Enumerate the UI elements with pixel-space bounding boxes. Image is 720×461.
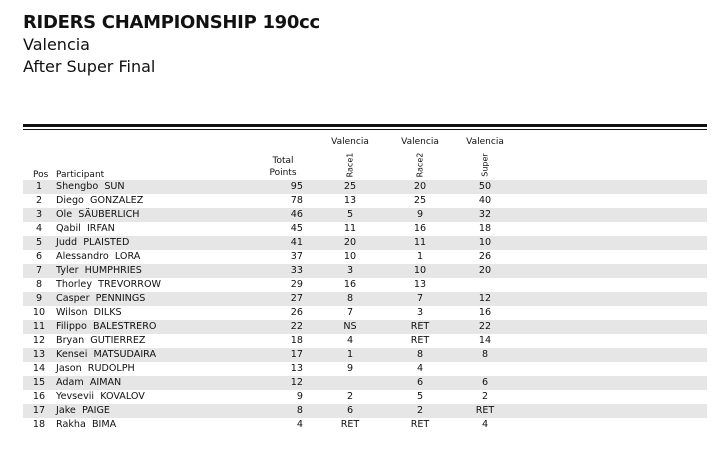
table-row (23, 404, 707, 418)
table-row (23, 278, 707, 292)
rank-cell: 3 (35, 209, 43, 220)
last-name: PENNINGS (95, 293, 146, 304)
super-points-cell: RET (475, 405, 495, 416)
total-points-cell: 17 (290, 349, 303, 360)
pos-column-header: Pos (33, 170, 49, 180)
first-name: Diego (56, 195, 84, 206)
last-name: DILKS (93, 307, 122, 318)
total-points-cell: 78 (290, 195, 303, 206)
total-points-cell: 37 (290, 251, 303, 262)
race1-points-cell: 11 (343, 223, 357, 234)
rank-cell: 13 (32, 349, 46, 360)
first-name: Judd (56, 237, 78, 248)
first-name: Thorley (56, 279, 92, 290)
race1-points-cell: 16 (343, 279, 357, 290)
first-name: Jason (56, 363, 82, 374)
first-name: Rakha (56, 419, 86, 430)
rank-cell: 2 (35, 195, 43, 206)
results-stage: After Super Final (23, 57, 156, 76)
race-header-1 (344, 150, 356, 180)
table-row (23, 306, 707, 320)
table-row (23, 348, 707, 362)
event-name: Valencia (23, 35, 90, 54)
super-points-cell: 6 (481, 377, 489, 388)
total-points-cell: 8 (296, 405, 303, 416)
participant-name-cell (56, 208, 139, 222)
race2-points-cell: 11 (413, 237, 427, 248)
super-points-cell: 18 (478, 223, 492, 234)
rank-cell: 15 (32, 377, 46, 388)
race-header-3 (479, 150, 491, 180)
race2-points-cell: 7 (416, 293, 424, 304)
super-points-cell: 50 (478, 181, 492, 192)
participant-name-cell (56, 194, 143, 208)
race1-points-cell: 2 (346, 391, 354, 402)
last-name: BALESTRERO (92, 321, 157, 332)
super-points-cell: 14 (478, 335, 492, 346)
first-name: Bryan (56, 335, 85, 346)
table-row (23, 418, 707, 432)
last-name: HUMPHRIES (84, 265, 142, 276)
race2-points-cell: RET (410, 321, 430, 332)
total-points-cell: 33 (290, 265, 303, 276)
last-name: GUTIERREZ (90, 335, 146, 346)
race1-points-cell: 5 (346, 209, 354, 220)
last-name: IRFAN (86, 223, 115, 234)
race1-points-cell: RET (340, 419, 360, 430)
race2-points-cell: 4 (416, 363, 424, 374)
first-name: Alessandro (56, 251, 109, 262)
event-header-1: Valencia (331, 137, 369, 147)
participant-name-cell (56, 348, 156, 362)
total-points-cell: 26 (290, 307, 303, 318)
last-name: SÄUBERLICH (78, 209, 140, 220)
race2-points-cell: 1 (416, 251, 424, 262)
participant-name-cell (56, 390, 145, 404)
table-row (23, 208, 707, 222)
rank-cell: 5 (35, 237, 43, 248)
race2-points-cell: RET (410, 335, 430, 346)
race1-points-cell: 25 (343, 181, 357, 192)
race-header-label: Race1 (345, 152, 355, 178)
super-points-cell: 20 (478, 265, 492, 276)
table-row (23, 236, 707, 250)
total-points-cell: 46 (290, 209, 303, 220)
race2-points-cell: 5 (416, 391, 424, 402)
first-name: Wilson (56, 307, 88, 318)
participant-name-cell (56, 376, 121, 390)
total-points-cell: 41 (290, 237, 303, 248)
rank-cell: 12 (32, 335, 46, 346)
participant-name-cell (56, 278, 161, 292)
race1-points-cell: 7 (346, 307, 354, 318)
rank-cell: 9 (35, 293, 43, 304)
super-points-cell: 26 (478, 251, 492, 262)
last-name: BIMA (91, 419, 117, 430)
race2-points-cell: 20 (413, 181, 427, 192)
first-name: Adam (56, 377, 84, 388)
race1-points-cell: 6 (346, 405, 354, 416)
first-name: Filippo (56, 321, 87, 332)
event-header-2: Valencia (401, 137, 439, 147)
total-points-cell: 18 (290, 335, 303, 346)
table-row (23, 222, 707, 236)
first-name: Yevsevii (56, 391, 95, 402)
total-points-cell: 45 (290, 223, 303, 234)
super-points-cell: 16 (478, 307, 492, 318)
participant-name-cell (56, 306, 122, 320)
rank-cell: 18 (32, 419, 46, 430)
last-name: AIMAN (89, 377, 122, 388)
race2-points-cell: 16 (413, 223, 427, 234)
race2-points-cell: RET (410, 419, 430, 430)
race2-points-cell: 8 (416, 349, 424, 360)
table-row (23, 180, 707, 194)
race-header-label: Super (480, 153, 490, 177)
race1-points-cell: 10 (343, 251, 357, 262)
rank-cell: 4 (35, 223, 43, 234)
last-name: RUDOLPH (87, 363, 135, 374)
standings-table (23, 124, 707, 432)
super-points-cell: 10 (478, 237, 492, 248)
super-points-cell: 22 (478, 321, 492, 332)
table-body (23, 180, 707, 432)
participant-name-cell (56, 250, 140, 264)
race1-points-cell: 9 (346, 363, 354, 374)
race-header-2 (414, 150, 426, 180)
total-points-cell: 27 (290, 293, 303, 304)
participant-name-cell (56, 362, 135, 376)
total-points-cell: 12 (290, 377, 303, 388)
table-row (23, 390, 707, 404)
total-points-cell: 22 (290, 321, 303, 332)
super-points-cell: 40 (478, 195, 492, 206)
last-name: SUN (104, 181, 125, 192)
last-name: PLAISTED (83, 237, 130, 248)
table-row (23, 334, 707, 348)
last-name: LORA (114, 251, 141, 262)
rank-cell: 17 (32, 405, 46, 416)
rank-cell: 11 (32, 321, 46, 332)
participant-name-cell (56, 418, 116, 432)
race1-points-cell: 1 (346, 349, 354, 360)
race2-points-cell: 25 (413, 195, 427, 206)
race1-points-cell: 4 (346, 335, 354, 346)
results-header (23, 12, 320, 77)
first-name: Casper (56, 293, 90, 304)
last-name: PAIGE (81, 405, 110, 416)
participant-name-cell (56, 334, 145, 348)
table-row (23, 194, 707, 208)
rank-cell: 7 (35, 265, 43, 276)
super-points-cell: 4 (481, 419, 489, 430)
race2-points-cell: 6 (416, 377, 424, 388)
rank-cell: 6 (35, 251, 43, 262)
last-name: TREVORROW (98, 279, 162, 290)
total-points-column-header: Total Points (269, 156, 297, 178)
super-points-cell: 8 (481, 349, 489, 360)
first-name: Kensei (56, 349, 88, 360)
first-name: Shengbo (56, 181, 99, 192)
participant-name-cell (56, 264, 142, 278)
super-points-cell: 12 (478, 293, 492, 304)
race1-points-cell: 20 (343, 237, 357, 248)
event-header-3: Valencia (466, 137, 504, 147)
race2-points-cell: 13 (413, 279, 427, 290)
first-name: Qabil (56, 223, 81, 234)
table-row (23, 320, 707, 334)
table-row (23, 376, 707, 390)
super-points-cell: 32 (478, 209, 492, 220)
total-points-cell: 4 (296, 419, 303, 430)
participant-name-cell (56, 404, 110, 418)
last-name: MATSUDAIRA (93, 349, 157, 360)
total-points-cell: 95 (290, 181, 303, 192)
race1-points-cell: 13 (343, 195, 357, 206)
total-points-cell: 9 (296, 391, 303, 402)
race2-points-cell: 10 (413, 265, 427, 276)
first-name: Tyler (56, 265, 79, 276)
participant-name-cell (56, 236, 129, 250)
race2-points-cell: 3 (416, 307, 424, 318)
rank-cell: 16 (32, 391, 46, 402)
participant-name-cell (56, 222, 115, 236)
participant-name-cell (56, 292, 145, 306)
first-name: Ole (56, 209, 73, 220)
table-row (23, 292, 707, 306)
race-header-label: Race2 (415, 152, 425, 178)
table-row (23, 362, 707, 376)
total-points-cell: 29 (290, 279, 303, 290)
last-name: KOVALOV (100, 391, 145, 402)
table-row (23, 264, 707, 278)
race1-points-cell: 3 (346, 265, 354, 276)
race1-points-cell: NS (343, 321, 357, 332)
first-name: Jake (56, 405, 76, 416)
race2-points-cell: 2 (416, 405, 424, 416)
rank-cell: 8 (35, 279, 43, 290)
rank-cell: 1 (35, 181, 43, 192)
participant-name-cell (56, 180, 125, 194)
race2-points-cell: 9 (416, 209, 424, 220)
participant-column-header: Participant (56, 170, 105, 180)
last-name: GONZALEZ (90, 195, 144, 206)
table-row (23, 250, 707, 264)
page-title: RIDERS CHAMPIONSHIP 190cc (23, 12, 320, 33)
table-header (23, 130, 707, 180)
rank-cell: 14 (32, 363, 46, 374)
rank-cell: 10 (32, 307, 46, 318)
participant-name-cell (56, 320, 156, 334)
super-points-cell: 2 (481, 391, 489, 402)
total-points-cell: 13 (290, 363, 303, 374)
table-top-rule (23, 124, 707, 127)
race1-points-cell: 8 (346, 293, 354, 304)
